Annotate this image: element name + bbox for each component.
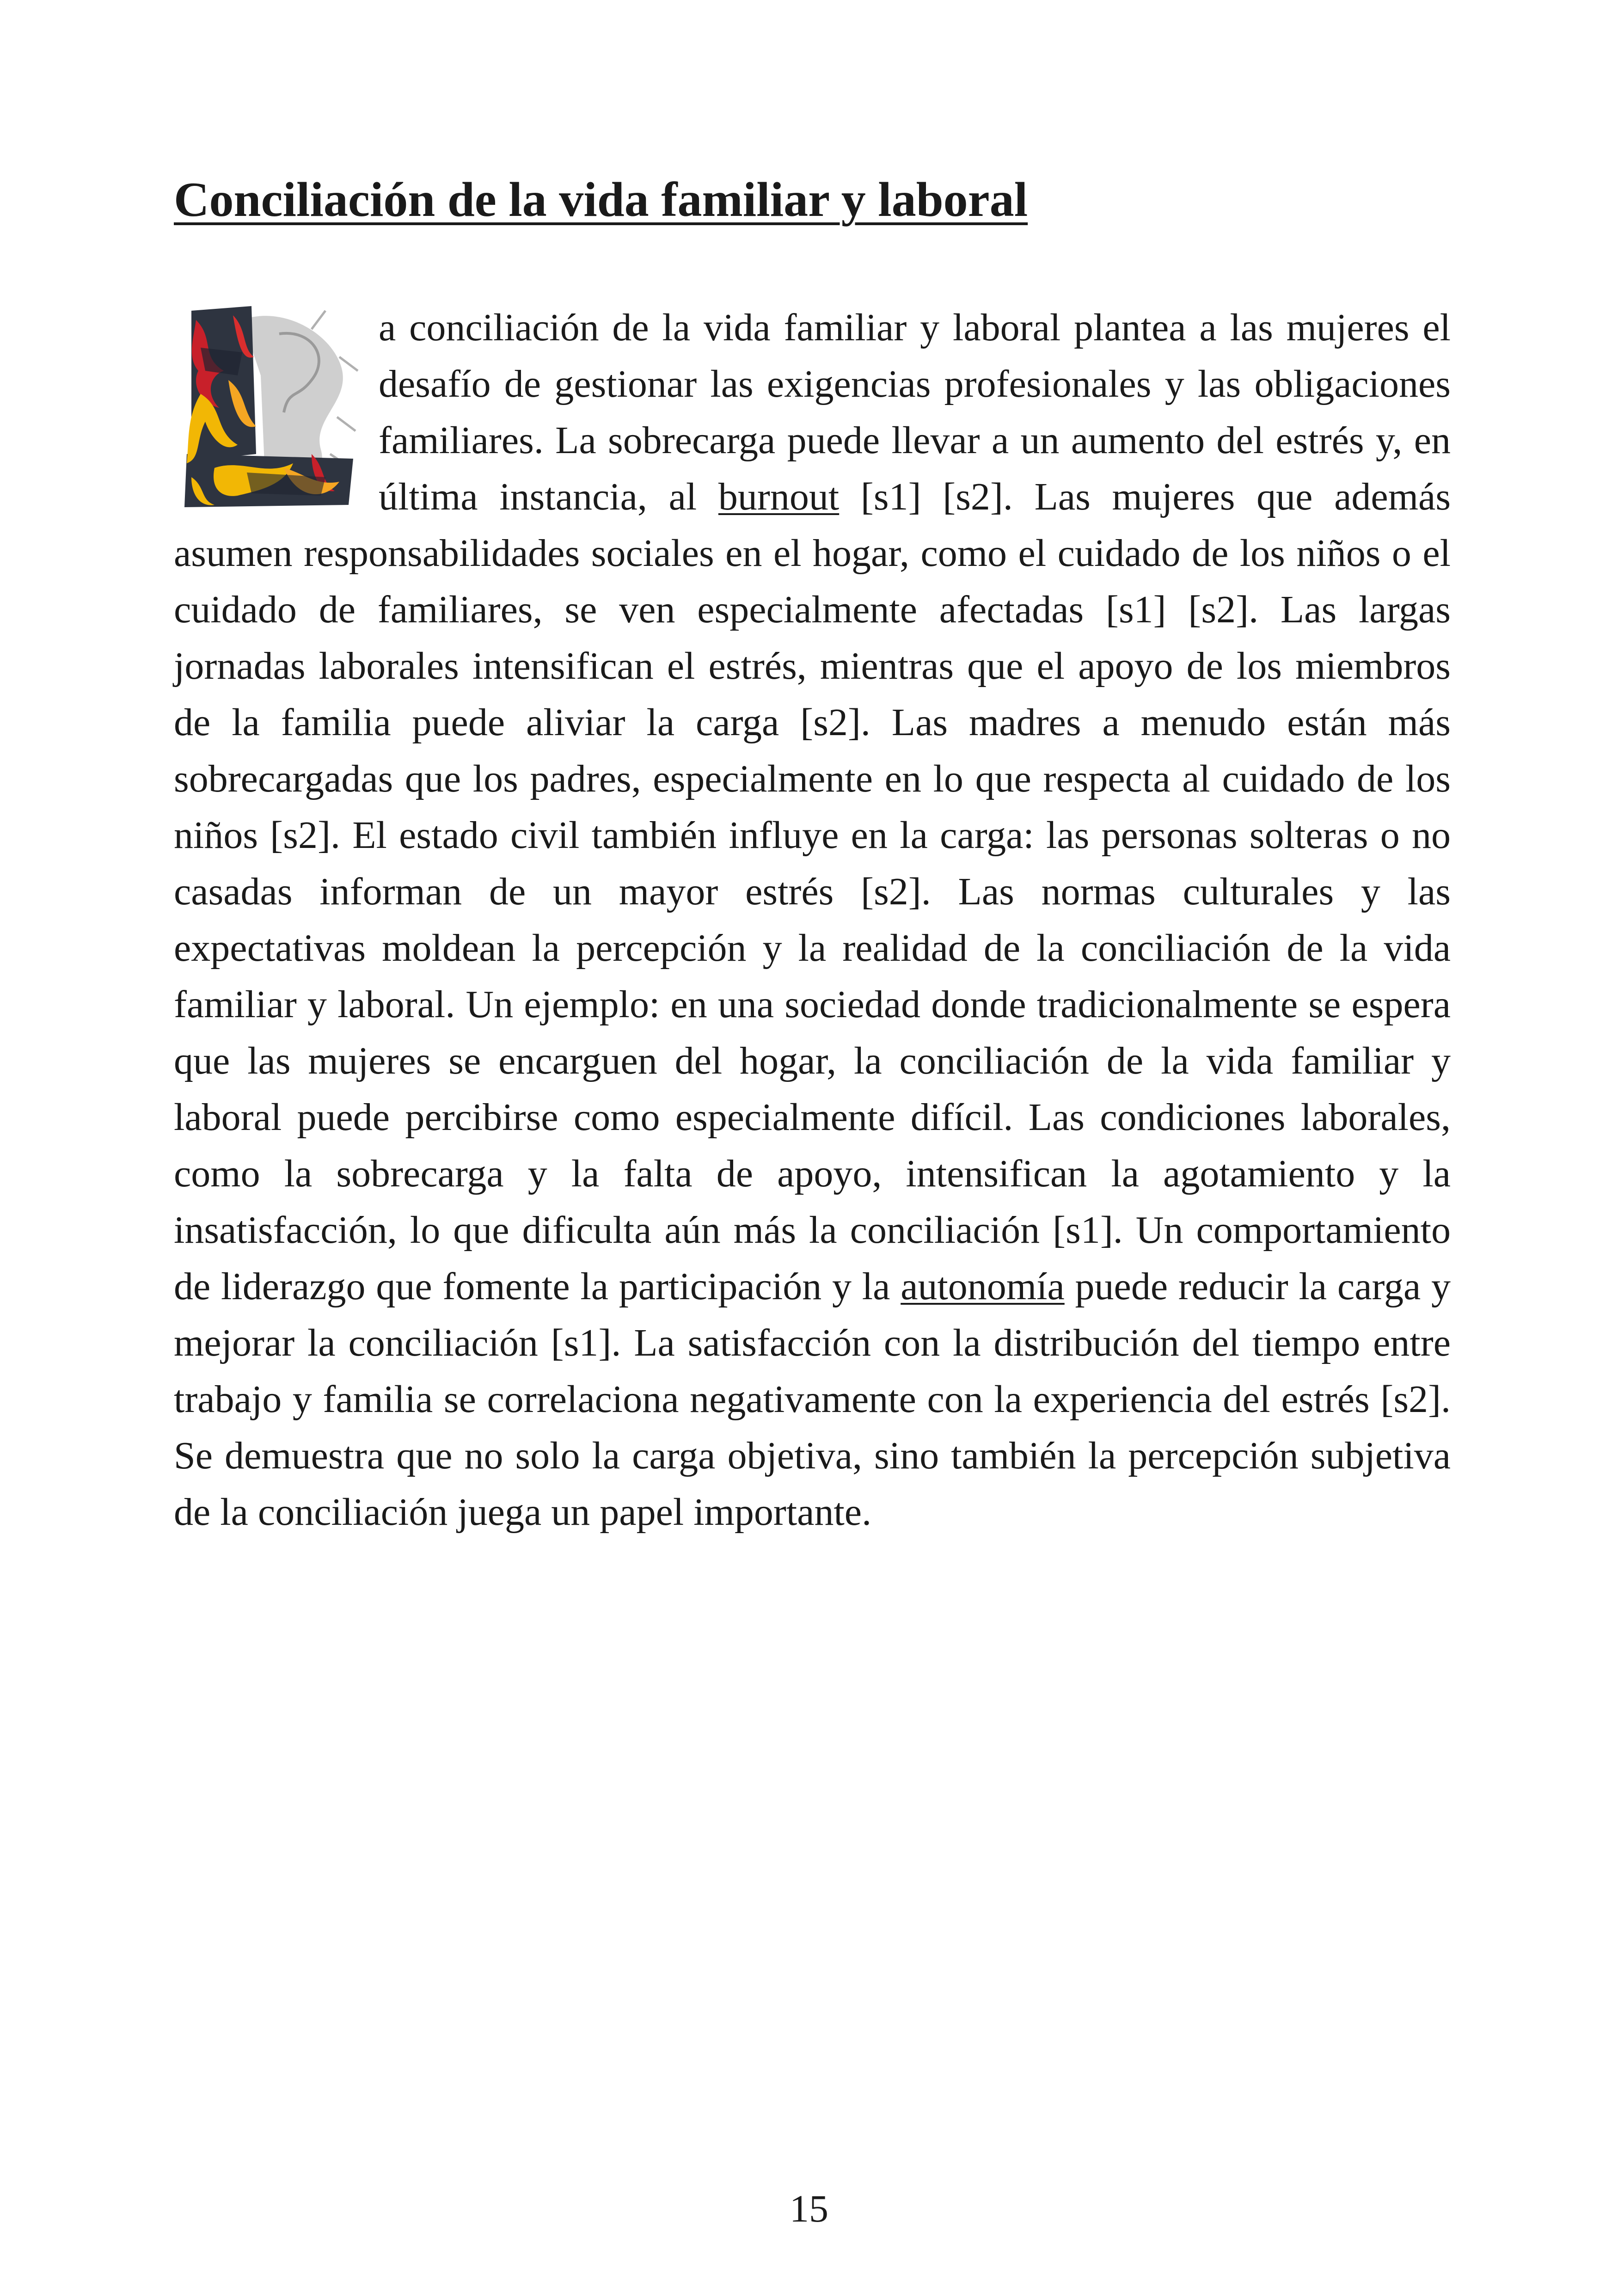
body-text-segment: a conciliación de la vida familiar y laboral plantea a las mujeres el desafío de gestionar las exigencias profesionales y las obligaciones familiares. La sobrecarga puede llevar a un aumento del estrés y, en última instancia, al bbox=[379, 306, 1451, 518]
burnout-link[interactable]: burnout bbox=[718, 475, 840, 518]
page-number: 15 bbox=[790, 2187, 828, 2230]
autonomia-link[interactable]: autonomía bbox=[901, 1265, 1065, 1308]
body-paragraph bbox=[174, 300, 1451, 1541]
drop-cap-l-icon bbox=[173, 301, 360, 515]
body-text-segment: puede reducir la carga y mejorar la conciliación [s1]. La satisfacción con la distribución del tiempo entre trabajo y familia se correlaciona negativamente con la experiencia del estrés [s2]. Se demuestra que no solo la carga objetiva, sino también la percepción subjetiva de la conciliación juega un papel importante. bbox=[174, 1265, 1451, 1534]
body-text-block bbox=[174, 300, 1451, 1541]
page-title: Conciliación de la vida familiar y laboral bbox=[174, 172, 1028, 227]
body-text-segment: [s1] [s2]. Las mujeres que además asumen responsabilidades sociales en el hogar, como el cuidado de los niños o el cuidado de familiares, se ven especialmente afectadas [s1] [s2]. Las largas jornadas laborales intensifican el estrés, mientras que el apoyo de los miembros de la familia puede aliviar la carga [s2]. Las madres a menudo están más sobrecargadas que los padres, especialmente en lo que respecta al cuidado de los niños [s2]. El estado civil también influye en la carga: las personas solteras o no casadas informan de un mayor estrés [s2]. Las normas culturales y las expectativas moldean la percepción y la realidad de la conciliación de la vida familiar y laboral. Un ejemplo: en una sociedad donde tradicionalmente se espera que las mujeres se encarguen del hogar, la conciliación de la vida familiar y laboral puede percibirse como especialmente difícil. Las condiciones laborales, como la sobrecarga y la falta de apoyo, intensifican la agotamiento y la insatisfacción, lo que dificulta aún más la conciliación [s1]. Un comportamiento de liderazgo que fomente la participación y la bbox=[174, 475, 1451, 1308]
